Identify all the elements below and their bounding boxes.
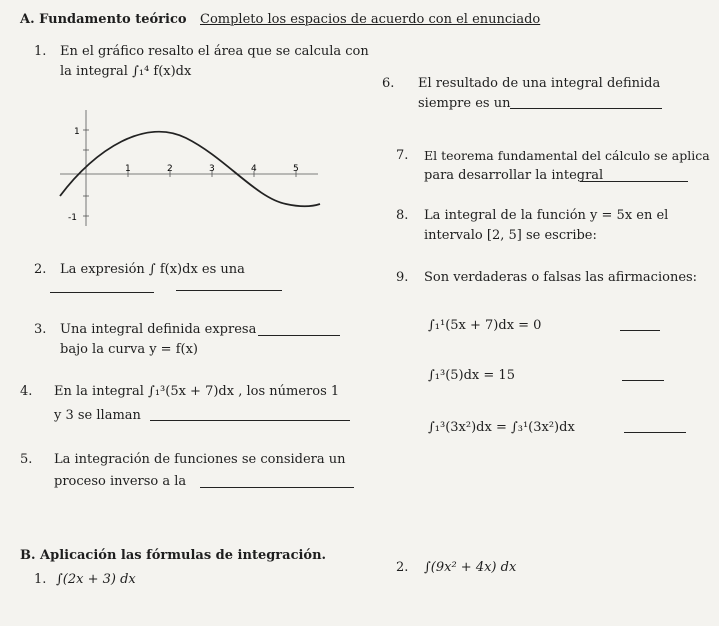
q6-line1: El resultado de una integral definida [418,76,661,91]
q7-line2: para desarrollar la integral [424,168,604,183]
q8-number: 8. [396,208,409,223]
sine-curve [60,132,320,207]
q9-answer-blank-2[interactable] [622,380,664,381]
q6-answer-blank[interactable] [510,108,662,109]
q8-line2: intervalo [2, 5] se escribe: [424,228,597,243]
x-tick-label: 5 [293,164,299,174]
x-tick-label: 2 [167,164,173,174]
q4-line2: y 3 se llaman [54,408,141,423]
q4-number: 4. [20,384,33,399]
q7-answer-blank[interactable] [580,181,688,182]
q2-answer-blank-1[interactable] [50,292,154,293]
q3-line1: Una integral definida expresa [60,322,257,337]
section-b-item-1-number: 1. [34,572,47,587]
x-tick-label: 4 [251,164,257,174]
q4-answer-blank[interactable] [150,420,350,421]
q3-line2: bajo la curva y = f(x) [60,342,198,357]
q1-line1: En el gráfico resalto el área que se calcula con [60,44,369,59]
y-tick-label: -1 [68,213,77,223]
y-tick-label: 1 [74,127,80,137]
q9-statement-1: ∫₁¹(5x + 7)dx = 0 [428,318,542,333]
q1-number: 1. [34,44,47,59]
q6-line2: siempre es un [418,96,511,111]
q6-number: 6. [382,76,395,91]
q3-number: 3. [34,322,47,337]
x-tick-label: 1 [125,164,131,174]
q5-answer-blank[interactable] [200,487,354,488]
q5-line2: proceso inverso a la [54,474,187,489]
q9-number: 9. [396,270,409,285]
q9-statement-3: ∫₁³(3x²)dx = ∫₃¹(3x²)dx [428,420,575,435]
x-tick-label: 3 [209,164,215,174]
q2-number: 2. [34,262,47,277]
q7-number: 7. [396,148,409,163]
q4-line1: En la integral ∫₁³(5x + 7)dx , los números 1 [54,384,340,399]
section-a-instruction: Completo los espacios de acuerdo con el enunciado [200,12,541,27]
section-b-item-2-number: 2. [396,560,409,575]
section-b-heading: B. Aplicación las fórmulas de integración. [20,548,327,563]
section-a-heading: A. Fundamento teórico [20,12,187,27]
q9-answer-blank-3[interactable] [624,432,686,433]
section-b-item-1-expr: ∫(2x + 3) dx [56,572,136,587]
q8-line1: La integral de la función y = 5x en el [424,208,669,223]
q9-text: Son verdaderas o falsas las afirmaciones: [424,270,698,285]
sine-graph [56,108,324,228]
section-b-item-2-expr: ∫(9x² + 4x) dx [424,560,517,575]
q5-number: 5. [20,452,33,467]
q9-statement-2: ∫₁³(5)dx = 15 [428,368,515,383]
q2-answer-blank-2[interactable] [176,290,282,291]
q7-line1: El teorema fundamental del cálculo se aplica [424,148,710,163]
q9-answer-blank-1[interactable] [620,330,660,331]
q1-line2: la integral ∫₁⁴ f(x)dx [60,64,192,79]
q5-line1: La integración de funciones se considera un [54,452,346,467]
q2-text: La expresión ∫ f(x)dx es una [60,262,245,277]
q3-answer-blank[interactable] [258,335,340,336]
